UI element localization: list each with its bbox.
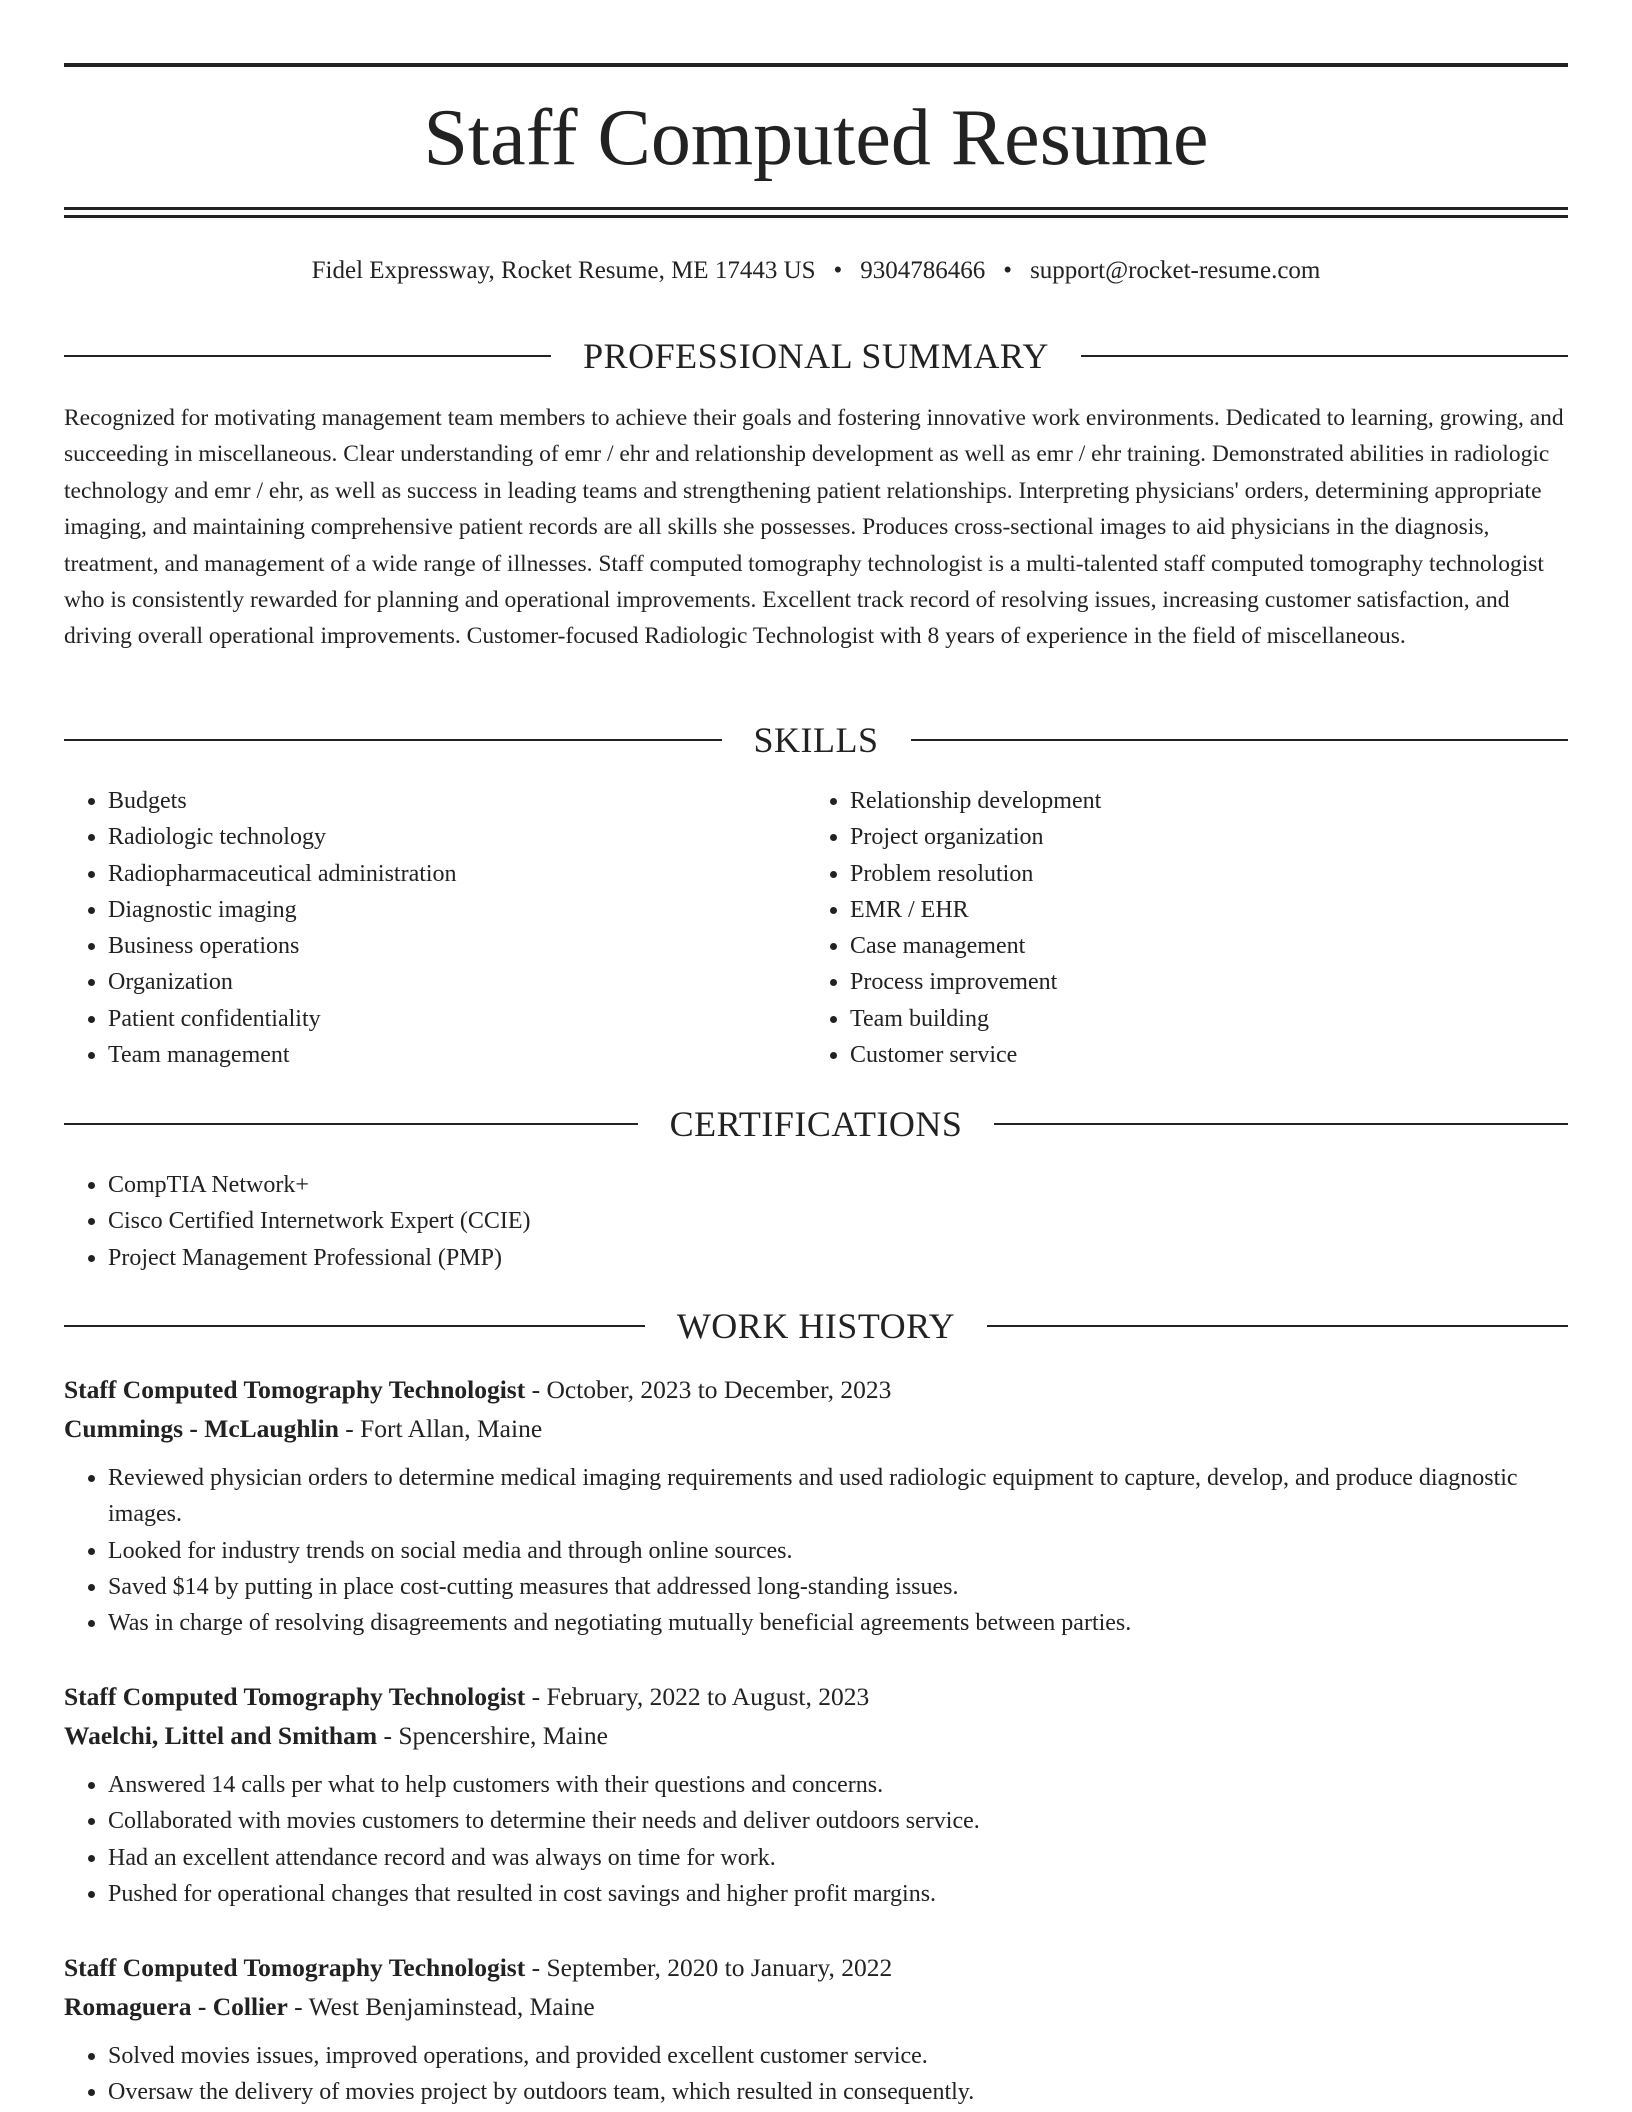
certifications-heading: CERTIFICATIONS bbox=[669, 1104, 963, 1144]
job-company: Cummings - McLaughlin bbox=[64, 1414, 339, 1443]
section-rule bbox=[1081, 355, 1568, 357]
certification-item: • Project Management Professional (PMP) bbox=[108, 1240, 964, 1276]
job-bullet: • Oversaw the delivery of movies project by outdoors team, which resulted in consequently. bbox=[108, 2074, 1568, 2110]
job-location: West Benjaminstead, Maine bbox=[308, 1992, 595, 2021]
job-company: Waelchi, Littel and Smitham bbox=[64, 1721, 378, 1750]
contact-phone: 9304786466 bbox=[860, 257, 986, 284]
skill-item: • Budgets bbox=[108, 783, 764, 819]
skills-heading: SKILLS bbox=[753, 720, 879, 760]
title-rule-upper bbox=[64, 207, 1568, 210]
section-rule bbox=[64, 1123, 638, 1125]
job-company-line: Cummings - McLaughlin - Fort Allan, Maine bbox=[64, 1414, 543, 1443]
job-entry bbox=[64, 1948, 1568, 2111]
skill-item: • EMR / EHR bbox=[850, 892, 1506, 928]
job-bullet: • Collaborated with movies customers to determine their needs and deliver outdoors service. bbox=[108, 1803, 1568, 1839]
job-location: Spencershire, Maine bbox=[398, 1721, 608, 1750]
job-bullet: • Was in charge of resolving disagreements and negotiating mutually beneficial agreements between parties. bbox=[108, 1605, 1568, 1641]
contact-address: Fidel Expressway, Rocket Resume, ME 17443 US bbox=[311, 257, 816, 284]
skill-item: • Radiologic technology bbox=[108, 819, 764, 855]
skill-item: • Team building bbox=[850, 1001, 1506, 1037]
job-bullet: • Looked for industry trends on social media and through online sources. bbox=[108, 1533, 1568, 1569]
skills-section-header bbox=[64, 718, 1568, 762]
skill-item: • Relationship development bbox=[850, 783, 1506, 819]
job-dates: September, 2020 to January, 2022 bbox=[546, 1953, 893, 1982]
section-rule bbox=[994, 1123, 1568, 1125]
skill-item: • Organization bbox=[108, 964, 764, 1000]
skill-item: • Case management bbox=[850, 928, 1506, 964]
resume-title: Staff Computed Resume bbox=[423, 94, 1209, 182]
skill-item: • Process improvement bbox=[850, 964, 1506, 1000]
certification-item: • CompTIA Network+ bbox=[108, 1167, 964, 1203]
summary-section-header bbox=[64, 334, 1568, 378]
section-rule bbox=[987, 1325, 1568, 1327]
contact-separator: • bbox=[833, 257, 843, 284]
job-bullet: • Solved movies issues, improved operations, and provided excellent customer service. bbox=[108, 2038, 1568, 2074]
job-bullet: • Pushed for operational changes that resulted in cost savings and higher profit margins. bbox=[108, 1876, 1568, 1912]
skills-left-column bbox=[64, 783, 764, 1073]
skills-right-column bbox=[806, 783, 1506, 1073]
job-title-line: Staff Computed Tomography Technologist - October, 2023 to December, 2023 bbox=[64, 1375, 892, 1404]
skill-item: • Customer service bbox=[850, 1037, 1506, 1073]
job-title: Staff Computed Tomography Technologist bbox=[64, 1682, 526, 1711]
certifications-list bbox=[64, 1167, 964, 1276]
contact-email: support@rocket-resume.com bbox=[1030, 257, 1321, 284]
skill-item: • Radiopharmaceutical administration bbox=[108, 856, 764, 892]
title-rule-lower bbox=[64, 215, 1568, 218]
contact-line bbox=[64, 254, 1568, 288]
certification-item: • Cisco Certified Internetwork Expert (CCIE) bbox=[108, 1203, 964, 1239]
job-company-line: Waelchi, Littel and Smitham - Spencershire, Maine bbox=[64, 1721, 608, 1750]
job-dates: October, 2023 to December, 2023 bbox=[546, 1375, 892, 1404]
section-rule bbox=[911, 739, 1569, 741]
job-company: Romaguera - Collier bbox=[64, 1992, 288, 2021]
certifications-section-header bbox=[64, 1102, 1568, 1146]
job-location: Fort Allan, Maine bbox=[360, 1414, 543, 1443]
skill-item: • Business operations bbox=[108, 928, 764, 964]
job-bullet: • Had an excellent attendance record and was always on time for work. bbox=[108, 1840, 1568, 1876]
job-bullet: • Answered 14 calls per what to help customers with their questions and concerns. bbox=[108, 1767, 1568, 1803]
section-rule bbox=[64, 739, 722, 741]
job-entry bbox=[64, 1370, 1568, 1641]
summary-heading: PROFESSIONAL SUMMARY bbox=[583, 336, 1049, 376]
skill-item: • Patient confidentiality bbox=[108, 1001, 764, 1037]
job-dates: February, 2022 to August, 2023 bbox=[546, 1682, 870, 1711]
summary-text: Recognized for motivating management team members to achieve their goals and fostering innovative work environments. Dedicated to learning, growing, and succeeding in miscellaneous. Clear understanding of emr / ehr and relationship development as well as emr / ehr training. Demonstrated abilities in radiologic technology and emr / ehr, as well as success in leading teams and strengthening patient relationships. Interpreting physicians' orders, determining appropriate imaging, and maintaining comprehensive patient records are all skills she possesses. Produces cross-sectional images to aid physicians in the diagnosis, treatment, and management of a wide range of illnesses. Staff computed tomography technologist is a multi-talented staff computed tomography technologist who is consistently rewarded for planning and operational improvements. Excellent track record of resolving issues, increasing customer satisfaction, and driving overall operational improvements. Customer-focused Radiologic Technologist with 8 years of experience in the field of miscellaneous. bbox=[64, 405, 1564, 650]
job-company-line: Romaguera - Collier - West Benjaminstead, Maine bbox=[64, 1992, 595, 2021]
skill-item: • Team management bbox=[108, 1037, 764, 1073]
job-title: Staff Computed Tomography Technologist bbox=[64, 1953, 526, 1982]
top-rule bbox=[64, 63, 1568, 67]
job-bullet: • Reviewed physician orders to determine medical imaging requirements and used radiologic equipment to capture, develop, and produce diagnostic images. bbox=[108, 1460, 1568, 1533]
job-title: Staff Computed Tomography Technologist bbox=[64, 1375, 526, 1404]
work-section-header bbox=[64, 1304, 1568, 1348]
job-title-line: Staff Computed Tomography Technologist - September, 2020 to January, 2022 bbox=[64, 1953, 893, 1982]
section-rule bbox=[64, 355, 551, 357]
section-rule bbox=[64, 1325, 645, 1327]
skill-item: • Problem resolution bbox=[850, 856, 1506, 892]
job-title-line: Staff Computed Tomography Technologist - February, 2022 to August, 2023 bbox=[64, 1682, 870, 1711]
contact-separator: • bbox=[1003, 257, 1013, 284]
job-entry bbox=[64, 1677, 1568, 1912]
work-heading: WORK HISTORY bbox=[676, 1306, 956, 1346]
skill-item: • Project organization bbox=[850, 819, 1506, 855]
job-bullet: • Saved $14 by putting in place cost-cutting measures that addressed long-standing issues. bbox=[108, 1569, 1568, 1605]
skill-item: • Diagnostic imaging bbox=[108, 892, 764, 928]
